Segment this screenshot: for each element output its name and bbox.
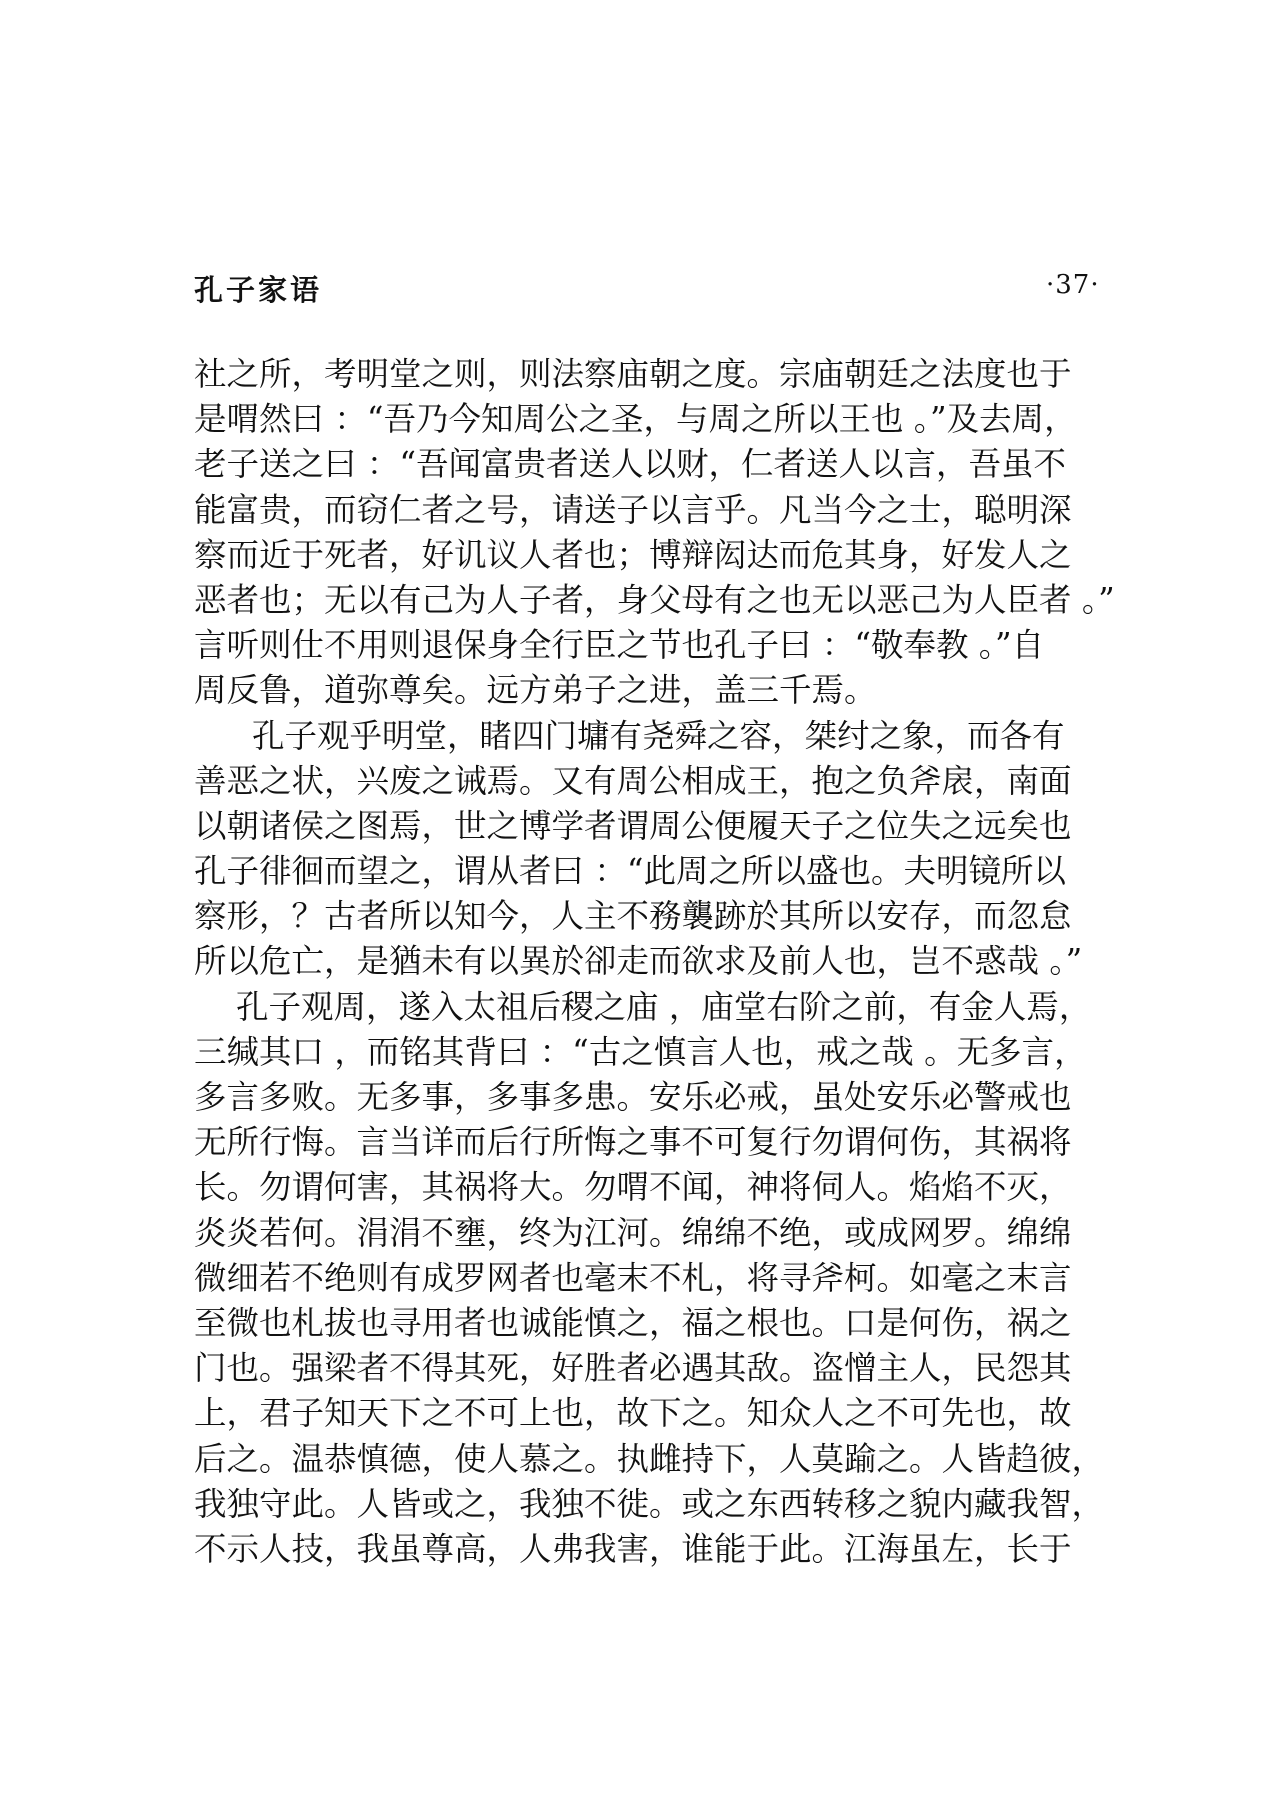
text-line: 门也。强梁者不得其死，好胜者必遇其敌。盗憎主人，民怨其	[194, 1349, 1072, 1388]
text-line: 多言多败。无多事，多事多患。安乐必戒，虽处安乐必警戒也	[194, 1078, 1072, 1116]
text-line: 是喟然曰 ：“吾乃今知周公之圣，与周之所以王也 。”及去周，	[194, 400, 1077, 439]
text-line: 社之所，考明堂之则，则法察庙朝之度。宗庙朝廷之法度也于	[194, 355, 1072, 393]
text-line: 老子送之曰 ：“吾闻富贵者送人以财，仁者送人以言，吾虽不	[194, 445, 1066, 484]
text-line: 微细若不绝则有成罗网者也毫末不札，将寻斧柯。如毫之末言	[194, 1258, 1072, 1297]
text-line: 善恶之状，兴废之诫焉。又有周公相成王，抱之负斧扆，南面	[194, 761, 1072, 800]
page-number: ·37·	[1046, 270, 1100, 300]
text-line: 我独守此。人皆或之，我独不徙。或之东西转移之貌内藏我智，	[194, 1484, 1105, 1523]
text-line: 后之。温恭慎德，使人慕之。执雌持下，人莫踰之。人皆趋彼，	[194, 1439, 1105, 1478]
text-line: 察形，？古者所以知今，人主不務襲跡於其所以安存，而忽怠	[194, 897, 1072, 936]
text-line: 无所行悔。言当详而后行所悔之事不可复行勿谓何伤，其祸将	[194, 1123, 1072, 1162]
text-line: 至微也札拔也寻用者也诚能慎之，福之根也。口是何伤，祸之	[194, 1303, 1072, 1342]
text-line: 恶者也；无以有己为人子者，身父母有之也无以恶己为人臣者 。”	[194, 580, 1115, 619]
text-line: 言听则仕不用则退保身全行臣之节也孔子曰 ：“敬奉教 。”自	[194, 626, 1045, 665]
text-line: 不示人技，我虽尊高，人弗我害，谁能于此。江海虽左，长于	[194, 1529, 1072, 1568]
text-line: 孔子观周，遂入太祖后稷之庙 ，庙堂右阶之前，有金人焉，	[236, 987, 1092, 1026]
text-line: 孔子徘徊而望之，谓从者曰 ：“此周之所以盛也。夫明镜所以	[194, 852, 1066, 891]
text-line: 以朝诸侯之图焉，世之博学者谓周公便履天子之位失之远矣也	[194, 806, 1072, 845]
text-line: 三缄其口 ，而铭其背曰 ：“古之慎言人也，戒之哉 。无多言，	[194, 1032, 1087, 1071]
text-line: 上，君子知天下之不可上也，故下之。知众人之不可先也，故	[194, 1394, 1072, 1433]
text-line: 炎炎若何。涓涓不壅，终为江河。绵绵不绝，或成网罗。绵绵	[194, 1213, 1072, 1252]
running-header-title: 孔子家语	[194, 273, 323, 307]
text-line: 长。勿谓何害，其祸将大。勿喟不闻，神将伺人。焰焰不灭，	[194, 1168, 1072, 1207]
body-text	[194, 352, 1124, 1572]
text-line: 孔子观乎明堂，睹四门墉有尧舜之容，桀纣之象，而各有	[252, 716, 1065, 755]
text-line: 周反鲁，道弥尊矣。远方弟子之进，盖三千焉。	[194, 671, 877, 710]
text-line: 所以危亡，是猶未有以異於卻走而欲求及前人也，岂不惑哉 。”	[194, 942, 1083, 981]
text-line: 察而近于死者，好讥议人者也；博辩闳达而危其身，好发人之	[194, 535, 1072, 574]
text-line: 能富贵，而窃仁者之号，请送子以言乎。凡当今之士，聪明深	[194, 490, 1072, 529]
